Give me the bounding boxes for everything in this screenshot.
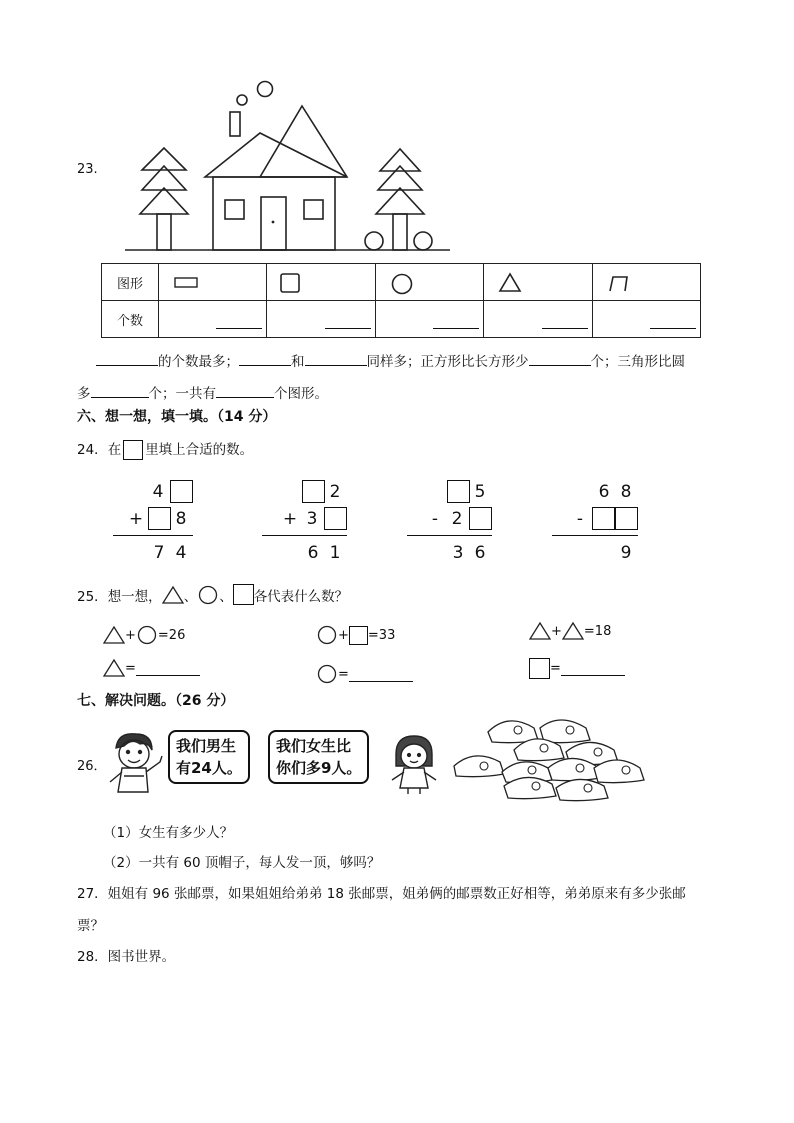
answer-blank[interactable] xyxy=(305,351,367,366)
square-icon xyxy=(279,272,303,296)
answer-box[interactable] xyxy=(592,507,615,530)
count-cell-square[interactable] xyxy=(267,301,375,338)
answer-box[interactable] xyxy=(170,480,193,503)
trapezoid-icon xyxy=(607,273,633,295)
count-cell-trapezoid[interactable] xyxy=(592,301,700,338)
answer-box[interactable] xyxy=(447,480,470,503)
answer-blank[interactable] xyxy=(216,383,274,398)
girl-illustration xyxy=(388,732,440,796)
answer-blank[interactable] xyxy=(529,351,591,366)
q25-prompt: 25． 想一想， 、 、 各代表什么数？ xyxy=(77,584,348,605)
empty-box-icon xyxy=(123,440,143,460)
q28-prompt: 28．图书世界。 xyxy=(77,949,176,965)
answer-triangle: = xyxy=(103,658,200,678)
count-cell-rectangle[interactable] xyxy=(159,301,267,338)
triangle-icon xyxy=(498,271,524,295)
speech-bubble-girls: 我们女生比 你们多9人。 xyxy=(268,730,369,784)
q24-prompt: 24．在 里填上合适的数。 xyxy=(77,442,254,458)
row-header-count: 个数 xyxy=(102,301,159,338)
answer-box[interactable] xyxy=(615,507,638,530)
count-cell-circle[interactable] xyxy=(375,301,483,338)
section-title: 六、想一想，填一填。（14 分） xyxy=(77,409,277,425)
vertical-subtraction-1: 5 - 2 3 6 xyxy=(407,478,492,566)
triangle-icon xyxy=(103,625,125,645)
answer-blank[interactable] xyxy=(96,351,158,366)
triangle-icon xyxy=(562,621,584,641)
house-scene-illustration xyxy=(120,72,460,254)
boy-illustration xyxy=(104,728,166,798)
circle-icon xyxy=(390,272,414,296)
q23-fill-line-2: 多 个；一共有 个图形。 xyxy=(77,382,328,402)
shape-count-table xyxy=(101,263,701,338)
equation-triangle-triangle: + =18 xyxy=(529,621,611,641)
answer-blank[interactable] xyxy=(239,351,291,366)
q26-subquestion-2: （2）一共有 60 顶帽子，每人发一顶，够吗？ xyxy=(103,855,381,871)
answer-box[interactable] xyxy=(148,507,171,530)
square-icon xyxy=(349,626,368,645)
q27-line-2: 票？ xyxy=(77,918,104,934)
equation-circle-square: + =33 xyxy=(316,625,395,645)
rectangle-icon xyxy=(174,275,200,289)
answer-blank[interactable] xyxy=(91,383,149,398)
q26-subquestion-1: （1）女生有多少人？ xyxy=(103,825,234,841)
section-title: 七、解决问题。（26 分） xyxy=(77,693,235,709)
answer-circle: = xyxy=(316,664,413,684)
circle-icon xyxy=(316,625,338,645)
caps-pile-illustration xyxy=(448,710,648,810)
q27-line-1: 27．姐姐有 96 张邮票，如果姐姐给弟弟 18 张邮票，姐弟俩的邮票数正好相等，弟弟原来有多少张邮 xyxy=(77,886,686,902)
triangle-icon xyxy=(529,621,551,641)
answer-blank[interactable] xyxy=(136,661,200,676)
vertical-subtraction-2: 6 8 - 9 xyxy=(552,478,638,566)
vertical-addition-1: 4 + 8 7 4 xyxy=(113,478,193,566)
answer-box[interactable] xyxy=(469,507,492,530)
question-number: 23. xyxy=(77,162,98,177)
question-number: 26． xyxy=(77,759,107,774)
speech-bubble-boys: 我们男生 有24人。 xyxy=(168,730,250,784)
circle-icon xyxy=(136,625,158,645)
circle-icon xyxy=(197,585,219,605)
q23-fill-line-1: 的个数最多； 和 同样多；正方形比长方形少 个；三角形比圆 xyxy=(96,350,685,370)
triangle-icon xyxy=(162,585,184,605)
count-cell-triangle[interactable] xyxy=(484,301,592,338)
answer-box[interactable] xyxy=(324,507,347,530)
answer-blank[interactable] xyxy=(561,661,625,676)
answer-square: = xyxy=(529,658,625,679)
square-icon xyxy=(529,658,550,679)
row-header-shape: 图形 xyxy=(102,264,159,301)
circle-icon xyxy=(316,664,338,684)
equation-triangle-circle: + =26 xyxy=(103,625,185,645)
square-icon xyxy=(233,584,254,605)
vertical-addition-2: 2 + 3 6 1 xyxy=(262,478,347,566)
answer-blank[interactable] xyxy=(349,667,413,682)
triangle-icon xyxy=(103,658,125,678)
answer-box[interactable] xyxy=(302,480,325,503)
